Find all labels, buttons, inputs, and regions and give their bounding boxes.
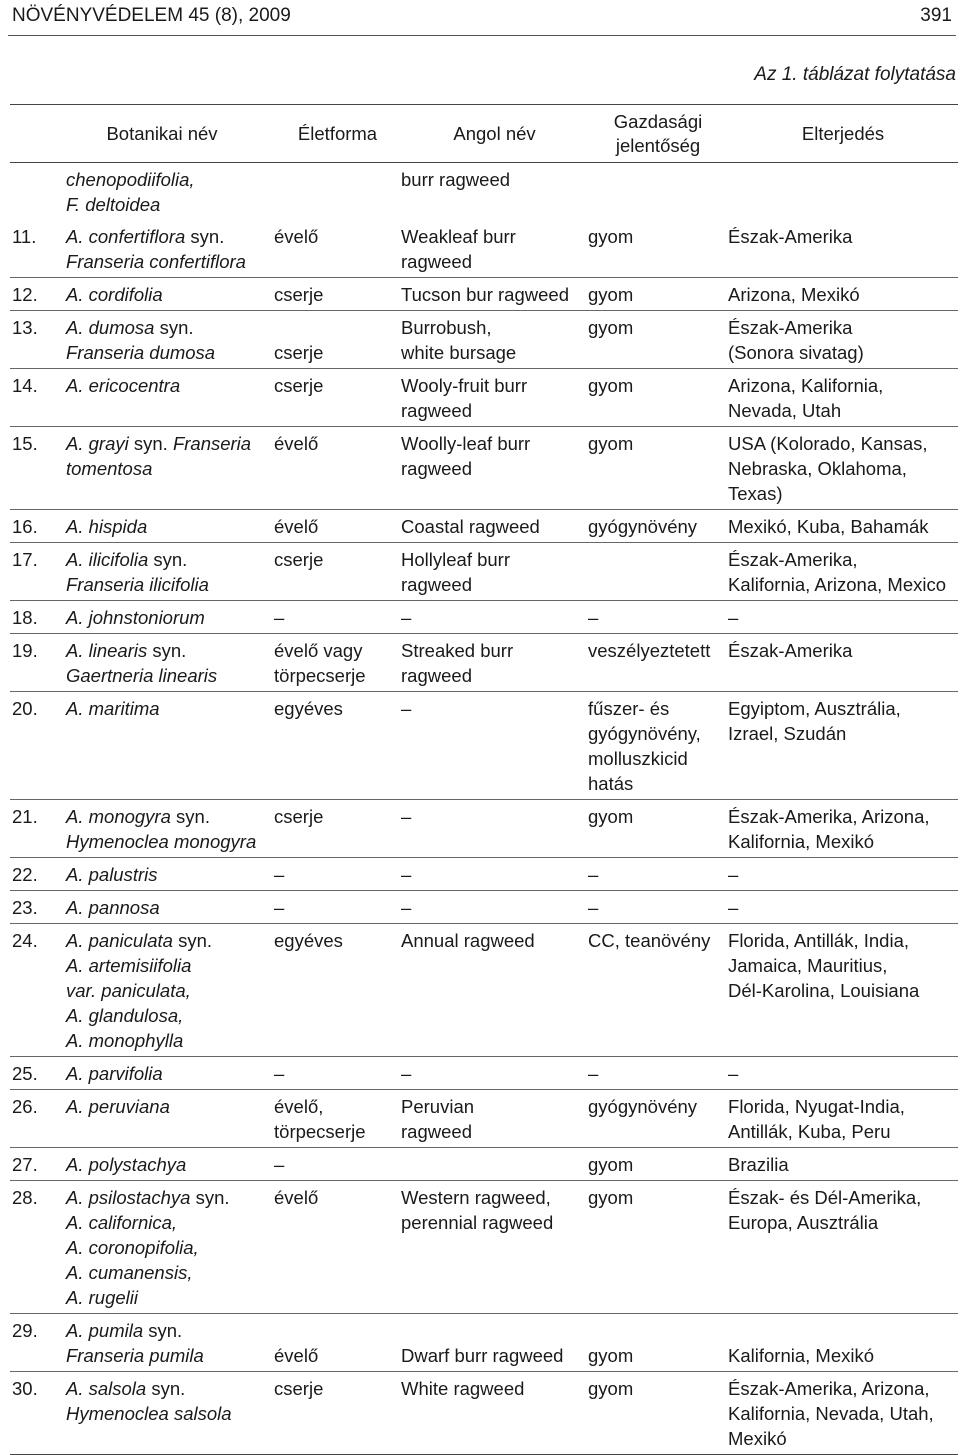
name-text: syn. (178, 930, 213, 951)
row-number: 24. (12, 930, 38, 951)
species-name-italic: Franseria tomentosa (66, 433, 252, 479)
english-name-cell: Hollyleaf burr ragweed (401, 549, 511, 595)
economic-importance-cell: gyom (588, 806, 634, 827)
species-name-italic: A. salsola (66, 1378, 147, 1399)
botanical-name-cell (66, 634, 274, 692)
row-number: 14. (12, 375, 38, 396)
economic-importance-cell (588, 163, 728, 221)
row-number (10, 163, 66, 221)
life-form-cell (274, 163, 401, 221)
life-form-cell: cserje (274, 342, 324, 363)
row-number: 12. (12, 284, 38, 305)
row-number: 18. (12, 607, 38, 628)
page-header (12, 3, 954, 33)
distribution-cell: – (728, 897, 739, 918)
table-header-row (10, 105, 958, 163)
english-name-cell: Annual ragweed (401, 930, 535, 951)
row-number: 27. (12, 1154, 38, 1175)
species-name-italic: Gaertneria linearis (66, 665, 218, 686)
life-form-cell: évelő (274, 433, 319, 454)
species-name-italic: Franseria dumosa (66, 342, 216, 363)
table-row (10, 278, 958, 311)
row-number: 25. (12, 1063, 38, 1084)
distribution-cell: – (728, 1063, 739, 1084)
botanical-name-cell (66, 601, 274, 634)
english-name-cell: Peruvian ragweed (401, 1096, 475, 1142)
species-name-italic: A. johnstoniorum (66, 607, 205, 628)
species-name-italic: Hymenoclea monogyra (66, 831, 257, 852)
botanical-name-cell (66, 800, 274, 858)
life-form-cell: évelő (274, 516, 319, 537)
life-form-cell: cserje (274, 284, 324, 305)
species-name-italic: A. parvifolia (66, 1063, 163, 1084)
header-rule (8, 35, 956, 36)
species-name-italic: A. ilicifolia (66, 549, 149, 570)
table-row (10, 1057, 958, 1090)
distribution-cell: Arizona, Mexikó (728, 284, 860, 305)
english-name-cell: Dwarf burr ragweed (401, 1345, 564, 1366)
table-row (10, 427, 958, 510)
english-name-cell: Coastal ragweed (401, 516, 540, 537)
botanical-name-cell (66, 858, 274, 891)
economic-importance-cell: veszélyeztetett (588, 640, 711, 661)
species-name-italic: Franseria confertiflora (66, 251, 246, 272)
botanical-name-cell (66, 510, 274, 543)
botanical-name-cell (66, 311, 274, 369)
life-form-cell: évelő (274, 1345, 319, 1366)
distribution-cell: Észak-Amerika, Kalifornia, Arizona, Mexico (728, 549, 947, 595)
name-text: syn. (190, 226, 225, 247)
row-number: 16. (12, 516, 38, 537)
table-row (10, 1148, 958, 1181)
distribution-cell: Florida, Nyugat-India, Antillák, Kuba, Peru (728, 1096, 905, 1142)
table-row (10, 634, 958, 692)
botanical-name-cell (66, 220, 274, 278)
species-name-italic: Franseria pumila (66, 1345, 204, 1366)
economic-importance-cell: gyom (588, 433, 634, 454)
english-name-cell: Woolly-leaf burr ragweed (401, 433, 531, 479)
economic-importance-cell: gyógynövény (588, 516, 698, 537)
english-name-cell: – (401, 806, 412, 827)
english-name-cell: – (401, 607, 412, 628)
distribution-cell: – (728, 864, 739, 885)
life-form-cell: – (274, 897, 285, 918)
name-text: syn. (159, 317, 194, 338)
page-number: 391 (920, 5, 952, 26)
journal-title: NÖVÉNYVÉDELEM 45 (8), 2009 (12, 5, 291, 26)
species-name-italic: A. dumosa (66, 317, 155, 338)
column-header-english-name: Angol név (453, 122, 536, 144)
table-row (10, 543, 958, 601)
table-row (10, 800, 958, 858)
botanical-name-cell (66, 163, 274, 221)
english-name-cell: Burrobush, white bursage (401, 317, 517, 363)
distribution-cell: Észak-Amerika, Arizona, Kalifornia, Nevada, Utah, Mexikó (728, 1378, 934, 1449)
row-number: 20. (12, 698, 38, 719)
life-form-cell: évelő vagy törpecserje (274, 640, 366, 686)
english-name-cell: Tucson bur ragweed (401, 284, 569, 305)
column-header-life-form: Életforma (297, 122, 378, 144)
row-number: 22. (12, 864, 38, 885)
species-table-wrapper (10, 104, 958, 1455)
economic-importance-cell: gyom (588, 1187, 634, 1208)
life-form-cell: cserje (274, 549, 324, 570)
botanical-name-cell (66, 1057, 274, 1090)
life-form-cell: – (274, 1154, 285, 1175)
english-name-cell: Streaked burr ragweed (401, 640, 514, 686)
life-form-cell: cserje (274, 1378, 324, 1399)
name-text: syn. (128, 433, 173, 454)
distribution-cell: Egyiptom, Ausztrália, Izrael, Szudán (728, 698, 901, 744)
row-number: 28. (12, 1187, 38, 1208)
table-continuation-caption: Az 1. táblázat folytatása (754, 64, 956, 85)
distribution-cell (728, 163, 958, 221)
botanical-name-cell (66, 1148, 274, 1181)
botanical-name-cell (66, 369, 274, 427)
distribution-cell: Florida, Antillák, India, Jamaica, Mauritius, Dél-Karolina, Louisiana (728, 930, 920, 1001)
life-form-cell: cserje (274, 806, 324, 827)
species-name-italic: Franseria ilicifolia (66, 574, 209, 595)
row-number: 23. (12, 897, 38, 918)
name-text: syn. (176, 806, 210, 827)
distribution-cell: Arizona, Kalifornia, Nevada, Utah (728, 375, 884, 421)
species-name-italic: A. cordifolia (66, 284, 163, 305)
life-form-cell: évelő (274, 226, 319, 247)
life-form-cell: – (274, 607, 285, 628)
table-row (10, 924, 958, 1057)
row-number: 11. (12, 226, 37, 247)
row-number: 17. (12, 549, 38, 570)
economic-importance-cell: gyom (588, 375, 634, 396)
row-number: 19. (12, 640, 38, 661)
english-name-cell (401, 1148, 588, 1181)
species-name-italic: Hymenoclea salsola (66, 1403, 232, 1424)
name-text: syn. (152, 640, 187, 661)
economic-importance-cell: gyom (588, 317, 634, 338)
species-name-italic: A. grayi (66, 433, 129, 454)
distribution-cell: Észak-Amerika, Arizona, Kalifornia, Mexikó (728, 806, 930, 852)
species-name-italic: A. hispida (66, 516, 148, 537)
life-form-cell: – (274, 864, 285, 885)
english-name-cell: White ragweed (401, 1378, 525, 1399)
economic-importance-cell: gyom (588, 1345, 634, 1366)
table-row (10, 1090, 958, 1148)
economic-importance-cell: gyom (588, 1378, 634, 1399)
column-header-botanical-name: Botanikai név (106, 122, 218, 144)
economic-importance-cell: fűszer- és gyógynövény, molluszkicid hatás (588, 698, 701, 794)
table-row (10, 601, 958, 634)
distribution-cell: Észak- és Dél-Amerika, Europa, Ausztrália (728, 1187, 922, 1233)
species-name-italic: A. ericocentra (66, 375, 181, 396)
economic-importance-cell: gyom (588, 284, 634, 305)
species-name-italic: A. confertiflora (66, 226, 186, 247)
species-name-italic: A. peruviana (66, 1096, 170, 1117)
economic-importance-cell: – (588, 897, 599, 918)
table-row (10, 369, 958, 427)
species-name-italic: A. artemisiifolia var. paniculata, A. glandulosa, A. monophylla (66, 955, 192, 1051)
distribution-cell: – (728, 607, 739, 628)
row-number: 26. (12, 1096, 38, 1117)
table-row (10, 1314, 958, 1372)
species-name-italic: A. linearis (66, 640, 148, 661)
species-name-italic: A. maritima (66, 698, 160, 719)
english-name-cell: – (401, 1063, 412, 1084)
life-form-cell: – (274, 1063, 285, 1084)
botanical-name-cell (66, 1314, 274, 1372)
table-row (10, 692, 958, 800)
economic-importance-cell: – (588, 607, 599, 628)
table-row (10, 163, 958, 221)
table-row (10, 1372, 958, 1455)
life-form-cell: egyéves (274, 930, 343, 951)
life-form-cell: cserje (274, 375, 324, 396)
table-row (10, 311, 958, 369)
botanical-name-cell (66, 1090, 274, 1148)
species-name-italic: chenopodiifolia, (66, 169, 195, 190)
life-form-cell: évelő (274, 1187, 319, 1208)
species-table (10, 105, 958, 1455)
distribution-cell: Észak-Amerika (728, 226, 853, 247)
table-row (10, 220, 958, 278)
english-name-cell: – (401, 897, 412, 918)
economic-importance-cell: – (588, 1063, 599, 1084)
english-name-cell: Weakleaf burr ragweed (401, 226, 516, 272)
botanical-name-cell (66, 891, 274, 924)
distribution-cell: Brazilia (728, 1154, 789, 1175)
column-header-economic-importance (588, 105, 728, 163)
economic-importance-cell: – (588, 864, 599, 885)
botanical-name-cell (66, 543, 274, 601)
species-name-italic: A. pannosa (66, 897, 160, 918)
species-name-italic: A. pumila (66, 1320, 144, 1341)
table-body (10, 163, 958, 1455)
english-name-cell: Western ragweed, perennial ragweed (401, 1187, 554, 1233)
species-name-italic: A. monogyra (66, 806, 171, 827)
table-row (10, 1181, 958, 1314)
column-header-economic-importance-text: Gazdasági jelentőség (613, 110, 703, 156)
species-name-italic: A. psilostachya (66, 1187, 191, 1208)
row-number: 29. (12, 1320, 38, 1341)
botanical-name-cell (66, 924, 274, 1057)
species-name-italic: A. polystachya (66, 1154, 187, 1175)
table-row (10, 510, 958, 543)
distribution-cell: Észak-Amerika (Sonora sivatag) (728, 317, 864, 363)
english-name-cell: – (401, 864, 412, 885)
life-form-cell: évelő, törpecserje (274, 1096, 366, 1142)
economic-importance-cell: CC, teanövény (588, 930, 711, 951)
botanical-name-cell (66, 692, 274, 800)
species-name-italic: A. californica, A. coronopifolia, A. cumanensis, A. rugelii (66, 1212, 199, 1308)
name-text: syn. (151, 1378, 186, 1399)
row-number: 15. (12, 433, 38, 454)
botanical-name-cell (66, 1181, 274, 1314)
species-name-italic: F. deltoidea (66, 194, 161, 215)
distribution-cell: Mexikó, Kuba, Bahamák (728, 516, 929, 537)
table-row (10, 891, 958, 924)
english-name-cell: Wooly-fruit burr ragweed (401, 375, 528, 421)
row-number: 30. (12, 1378, 38, 1399)
table-row (10, 858, 958, 891)
english-name-cell: – (401, 698, 412, 719)
economic-importance-cell: gyom (588, 1154, 634, 1175)
distribution-cell: Kalifornia, Mexikó (728, 1345, 875, 1366)
economic-importance-cell: gyom (588, 226, 634, 247)
english-name-cell: burr ragweed (401, 169, 511, 190)
row-number: 13. (12, 317, 38, 338)
row-number: 21. (12, 806, 38, 827)
distribution-cell: Észak-Amerika (728, 640, 853, 661)
economic-importance-cell (588, 543, 728, 601)
botanical-name-cell (66, 427, 274, 510)
name-text: syn. (148, 1320, 183, 1341)
botanical-name-cell (66, 278, 274, 311)
species-name-italic: A. palustris (66, 864, 158, 885)
life-form-cell: egyéves (274, 698, 343, 719)
column-header-distribution: Elterjedés (801, 122, 885, 144)
species-name-italic: A. paniculata (66, 930, 173, 951)
economic-importance-cell: gyógynövény (588, 1096, 698, 1117)
name-text: syn. (195, 1187, 230, 1208)
name-text: syn. (153, 549, 188, 570)
botanical-name-cell (66, 1372, 274, 1455)
distribution-cell: USA (Kolorado, Kansas, Nebraska, Oklahoma, Texas) (728, 433, 928, 504)
